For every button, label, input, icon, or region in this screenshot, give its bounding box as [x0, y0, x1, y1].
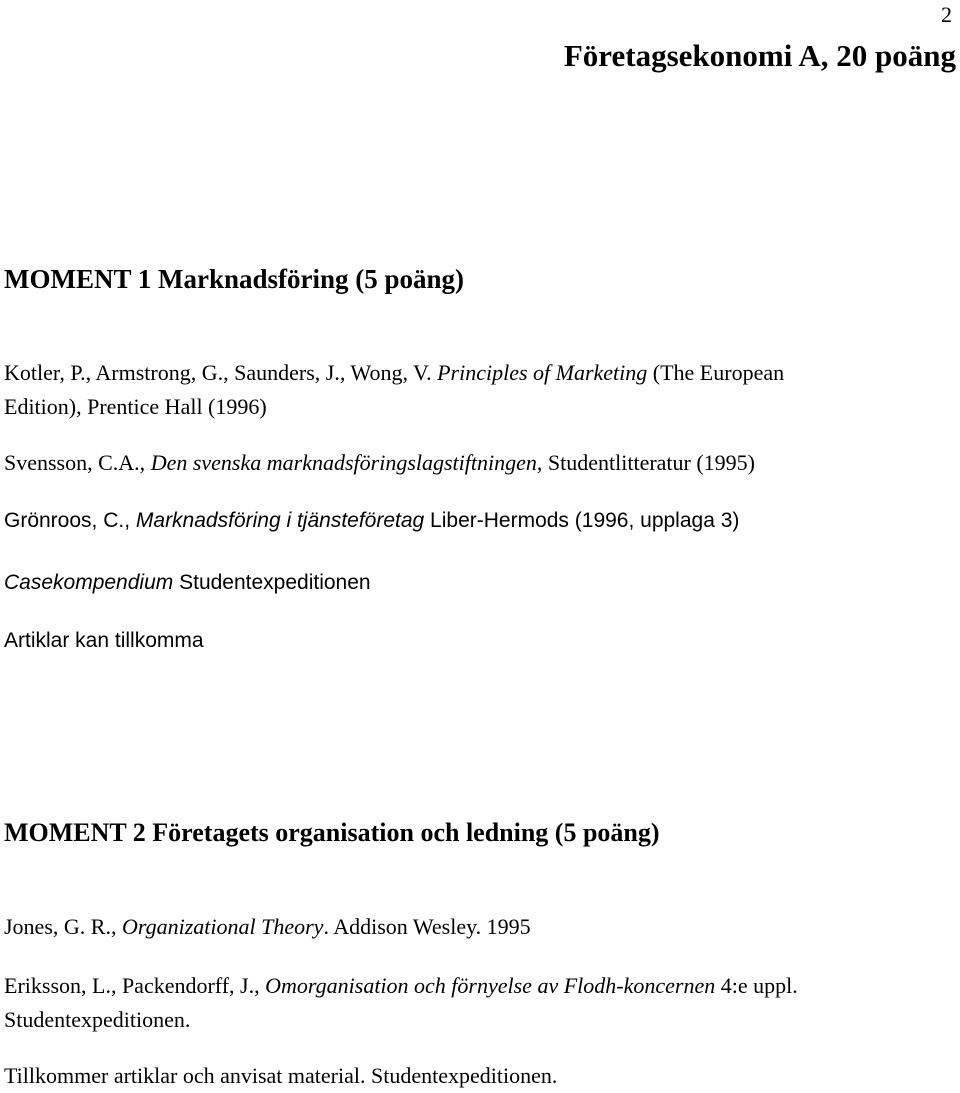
reference-publisher: , Studentlitteratur (1995) — [536, 450, 756, 475]
reference-publisher: Liber-Hermods (1996, upplaga 3) — [424, 509, 740, 532]
reference-note: Artiklar kan tillkomma — [4, 629, 204, 652]
reference-tillkommer — [4, 1059, 557, 1093]
reference-publisher: . Addison Wesley. 1995 — [323, 914, 531, 939]
reference-title: Casekompendium — [4, 571, 174, 594]
document-title: Företagsekonomi A, 20 poäng — [563, 38, 956, 73]
reference-title: Principles of Marketing — [437, 360, 648, 385]
moment-2-heading: MOMENT 2 Företagets organisation och ledning (5 poäng) — [4, 818, 660, 847]
reference-kotler — [4, 356, 784, 424]
moment-1-heading: MOMENT 1 Marknadsföring (5 poäng) — [4, 264, 465, 294]
reference-svensson — [4, 446, 755, 480]
reference-details: 4:e uppl. — [715, 973, 798, 998]
reference-authors: Svensson, C.A., — [4, 450, 151, 475]
reference-title: Omorganisation och förnyelse av Flodh-koncernen — [265, 973, 716, 998]
reference-title: Marknadsföring i tjänsteföretag — [135, 509, 425, 532]
page-number: 2 — [941, 2, 952, 27]
reference-publisher: Studentexpeditionen. — [4, 1007, 191, 1032]
reference-authors: Grönroos, C., — [4, 509, 136, 532]
reference-title: Den svenska marknadsföringslagstiftningen — [150, 450, 537, 475]
reference-jones — [4, 910, 531, 944]
reference-publisher: Edition), Prentice Hall (1996) — [4, 394, 267, 419]
reference-artiklar — [4, 624, 204, 658]
reference-details: (The European — [647, 360, 785, 385]
reference-authors: Kotler, P., Armstrong, G., Saunders, J., Wong, V. — [4, 360, 438, 385]
reference-gronroos — [4, 504, 739, 538]
reference-authors: Eriksson, L., Packendorff, J., — [4, 973, 266, 998]
reference-authors: Jones, G. R., — [4, 914, 122, 939]
reference-publisher: Studentexpeditionen — [173, 571, 371, 594]
reference-title: Organizational Theory — [121, 914, 324, 939]
reference-eriksson — [4, 969, 798, 1037]
reference-note: Tillkommer artiklar och anvisat material. Studentexpeditionen. — [4, 1063, 558, 1088]
reference-casekompendium — [4, 566, 371, 600]
